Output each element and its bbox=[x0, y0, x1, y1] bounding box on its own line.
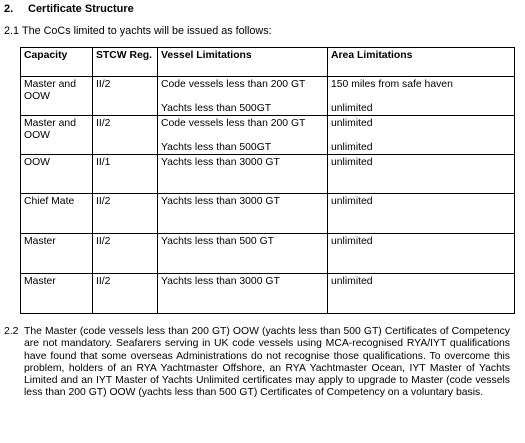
area-limit-line: unlimited bbox=[331, 142, 373, 153]
header-vessel-limitations: Vessel Limitations bbox=[158, 48, 328, 77]
cell-area-limitations: unlimited bbox=[328, 155, 515, 194]
section-heading bbox=[4, 3, 134, 15]
table-row bbox=[21, 234, 515, 274]
cell-vessel-limitations: Yachts less than 3000 GT bbox=[158, 194, 328, 234]
area-limit-line: unlimited bbox=[331, 118, 373, 129]
table-row bbox=[21, 274, 515, 314]
header-stcw-reg: STCW Reg. bbox=[93, 48, 158, 77]
cell-stcw-reg: II/2 bbox=[93, 234, 158, 274]
area-limit-line: unlimited bbox=[331, 103, 373, 114]
cell-vessel-limitations bbox=[158, 77, 328, 116]
cell-vessel-limitations: Yachts less than 3000 GT bbox=[158, 155, 328, 194]
paragraph-number: 2.1 bbox=[4, 25, 20, 37]
cell-vessel-limitations: Yachts less than 500 GT bbox=[158, 234, 328, 274]
section-number: 2. bbox=[4, 3, 14, 15]
header-capacity: Capacity bbox=[21, 48, 93, 77]
cell-area-limitations bbox=[328, 77, 515, 116]
vessel-limit-line: Yachts less than 500GT bbox=[161, 103, 272, 114]
table-row bbox=[21, 77, 515, 116]
cell-stcw-reg: II/2 bbox=[93, 77, 158, 116]
cell-capacity: Master bbox=[21, 234, 93, 274]
cell-stcw-reg: II/2 bbox=[93, 116, 158, 155]
certificate-table bbox=[20, 47, 515, 314]
cell-area-limitations bbox=[328, 116, 515, 155]
cell-area-limitations: unlimited bbox=[328, 234, 515, 274]
cell-area-limitations: unlimited bbox=[328, 274, 515, 314]
table-header-row bbox=[21, 48, 515, 77]
cell-capacity: Master bbox=[21, 274, 93, 314]
area-limit-line: 150 miles from safe haven bbox=[331, 79, 453, 90]
vessel-limit-line: Yachts less than 500GT bbox=[161, 142, 272, 153]
cell-vessel-limitations bbox=[158, 116, 328, 155]
cell-stcw-reg: II/2 bbox=[93, 194, 158, 234]
cell-capacity: Chief Mate bbox=[21, 194, 93, 234]
vessel-limit-line: Code vessels less than 200 GT bbox=[161, 79, 306, 90]
paragraph-2-2 bbox=[4, 326, 510, 400]
cell-stcw-reg: II/2 bbox=[93, 274, 158, 314]
table-row bbox=[21, 155, 515, 194]
cell-area-limitations: unlimited bbox=[328, 194, 515, 234]
header-area-limitations: Area Limitations bbox=[328, 48, 515, 77]
paragraph-text: The CoCs limited to yachts will be issued as follows: bbox=[22, 25, 272, 37]
cell-capacity: OOW bbox=[21, 155, 93, 194]
cell-stcw-reg: II/1 bbox=[93, 155, 158, 194]
cell-capacity: Master and OOW bbox=[21, 116, 93, 155]
paragraph-number: 2.2 bbox=[4, 326, 19, 337]
cell-vessel-limitations: Yachts less than 3000 GT bbox=[158, 274, 328, 314]
vessel-limit-line: Code vessels less than 200 GT bbox=[161, 118, 306, 129]
paragraph-2-1 bbox=[4, 25, 272, 37]
table-row bbox=[21, 194, 515, 234]
cell-capacity: Master and OOW bbox=[21, 77, 93, 116]
table-row bbox=[21, 116, 515, 155]
section-title: Certificate Structure bbox=[28, 3, 134, 15]
paragraph-text: The Master (code vessels less than 200 GT) OOW (yachts less than 500 GT) Certificates of Competency are not mandatory. Seafarers serving in UK code vessels using MCA-recognised RYA/IYT qualifications have found that some overseas Administrations do not recognise those qualifications. To overcome this problem, holders of an RYA Yachtmaster Offshore, an RYA Yachtmaster Ocean, IYT Master of Yachts Limited and an IYT Master of Yachts Unlimited certificates may apply to upgrade to Master (code vessels less than 200 GT) OOW (yachts less than 500 GT) Certificates of Competency on a voluntary basis. bbox=[24, 326, 510, 399]
